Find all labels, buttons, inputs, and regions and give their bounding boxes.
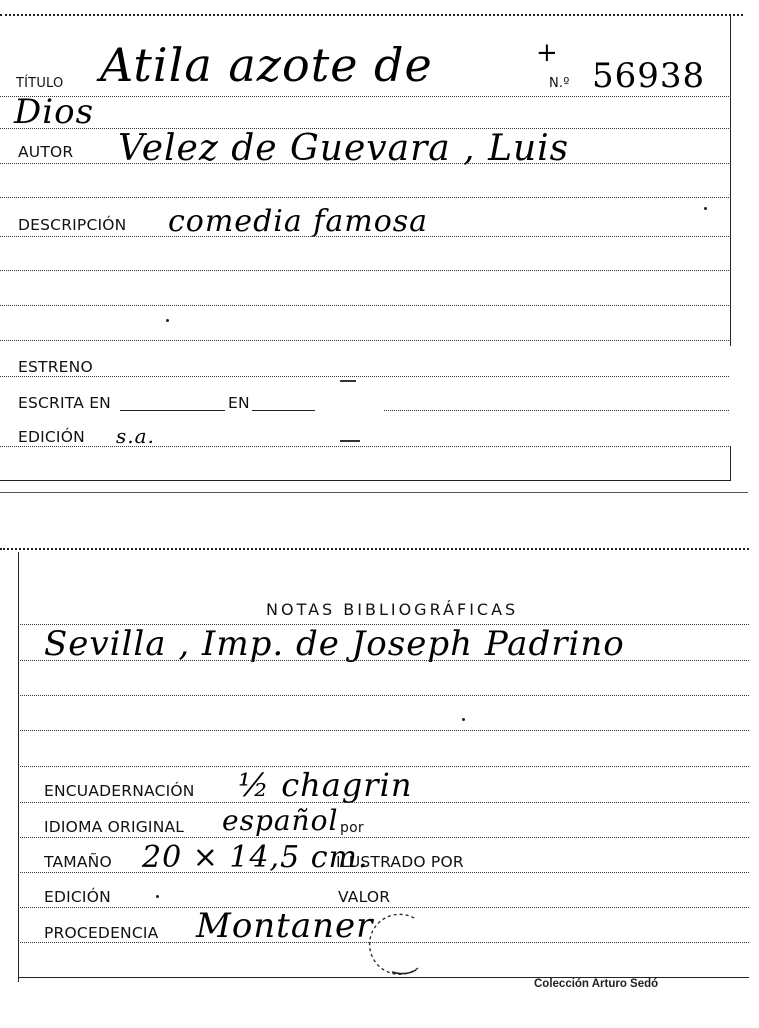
coleccion-credit: Colección Arturo Sedó — [534, 978, 659, 990]
tamano-line — [18, 872, 749, 873]
catalog-card-back — [0, 540, 759, 1010]
edicion-line-back — [18, 907, 749, 908]
idioma-line — [18, 837, 749, 838]
procedencia-value: Montaner — [196, 906, 374, 946]
speck — [340, 440, 360, 442]
por-label: por — [340, 820, 364, 836]
ink-dot — [166, 319, 169, 322]
ink-dot — [462, 718, 465, 721]
notas-line-1 — [18, 660, 749, 661]
ink-dot — [704, 207, 707, 210]
card-cut-edge — [0, 492, 748, 493]
stamp-circle — [362, 910, 432, 980]
card-top-edge — [0, 548, 749, 550]
autor-line — [0, 163, 729, 164]
edicion-value: s.a. — [116, 424, 155, 448]
notas-line-2 — [18, 695, 749, 696]
edicion-label: EDICIÓN — [18, 428, 85, 446]
numero-value: 56938 — [592, 56, 706, 96]
estreno-label: ESTRENO — [18, 358, 93, 376]
titulo-label: TÍTULO — [16, 76, 64, 91]
blank-line-2 — [0, 270, 729, 271]
autor-value: Velez de Guevara , Luis — [118, 128, 570, 169]
notas-title: NOTAS BIBLIOGRÁFICAS — [266, 600, 519, 619]
speck — [340, 380, 356, 382]
encuadernacion-label: ENCUADERNACIÓN — [44, 782, 195, 800]
titulo-line — [0, 96, 729, 97]
en-label: EN — [228, 394, 250, 412]
edicion-line — [0, 446, 729, 447]
escrita-label: ESCRITA EN — [18, 394, 111, 412]
descripcion-value: comedia famosa — [168, 204, 429, 239]
ilustrado-label: ILUSTRADO POR — [336, 853, 464, 871]
blank-line-3 — [0, 305, 729, 306]
blank-line-1 — [0, 197, 729, 198]
numero-label: N.º — [549, 76, 570, 91]
encuadernacion-value: ½ chagrin — [238, 766, 413, 804]
card-right-border — [730, 16, 731, 346]
card-right-border-lower — [730, 446, 731, 480]
en-line-cont — [384, 410, 729, 411]
titulo-value: Atila azote de — [100, 38, 433, 92]
edicion-label-back: EDICIÓN — [44, 888, 111, 906]
en-line — [252, 410, 315, 411]
estreno-line — [0, 376, 729, 377]
notas-value: Sevilla , Imp. de Joseph Padrino — [44, 624, 625, 664]
encuadernacion-line — [18, 802, 749, 803]
descripcion-line — [0, 236, 729, 237]
front-bottom-line — [0, 480, 731, 481]
idioma-label: IDIOMA ORIGINAL — [44, 818, 185, 836]
notas-line-3 — [18, 730, 749, 731]
idioma-value: español — [222, 804, 339, 837]
catalog-card-front — [0, 0, 759, 495]
escrita-line — [120, 410, 225, 411]
tamano-label: TAMAÑO — [44, 853, 112, 871]
card-top-edge — [0, 14, 743, 16]
procedencia-label: PROCEDENCIA — [44, 924, 159, 942]
numero-mark: + — [536, 38, 559, 68]
autor-label: AUTOR — [18, 143, 74, 161]
ink-dot — [156, 895, 159, 898]
valor-label: VALOR — [338, 888, 391, 906]
blank-line-4 — [0, 340, 729, 341]
descripcion-label: DESCRIPCIÓN — [18, 216, 127, 234]
titulo-value-cont: Dios — [14, 92, 95, 132]
procedencia-line — [18, 942, 749, 943]
card-left-border — [18, 552, 19, 982]
tamano-value: 20 × 14,5 cm. — [142, 840, 369, 875]
